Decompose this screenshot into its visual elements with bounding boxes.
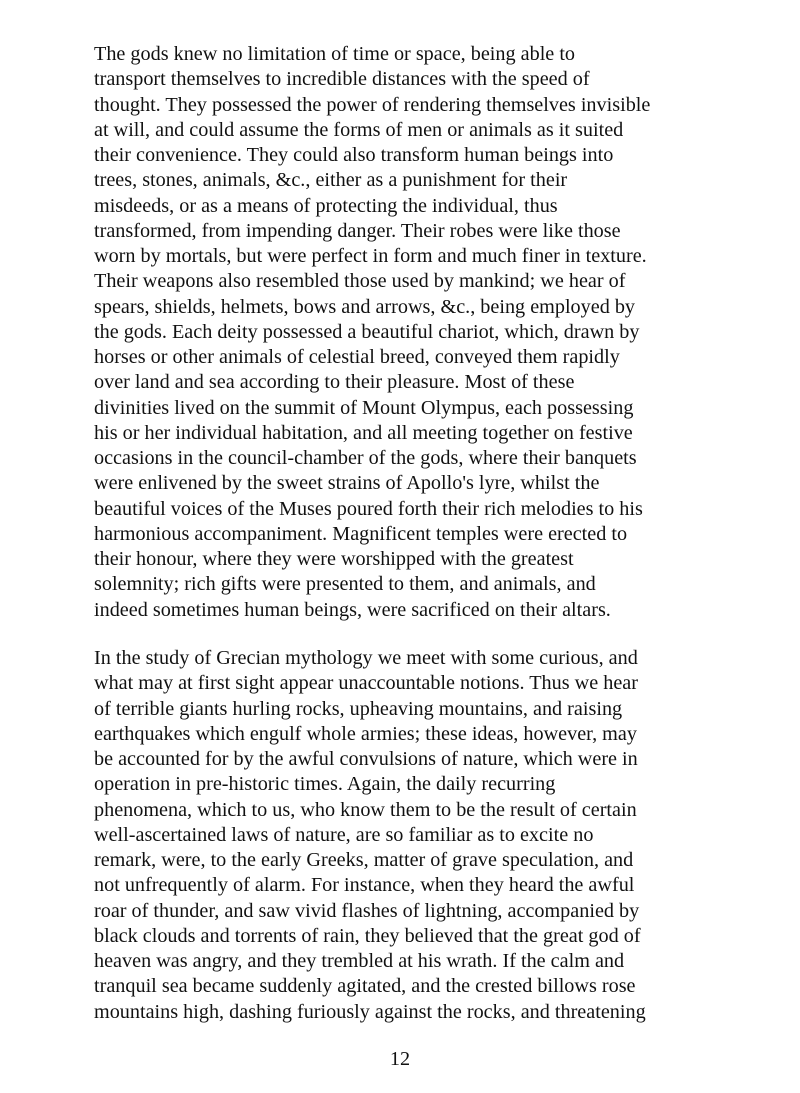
text-line: were enlivened by the sweet strains of Apollo's lyre, whilst the: [94, 472, 600, 495]
text-line: the gods. Each deity possessed a beautiful chariot, which, drawn by: [94, 320, 640, 343]
text-line: roar of thunder, and saw vivid flashes of lightning, accompanied by: [94, 899, 640, 922]
text-line: solemnity; rich gifts were presented to them, and animals, and: [94, 573, 596, 596]
text-line: thought. They possessed the power of rendering themselves invisible: [94, 93, 651, 116]
text-line: trees, stones, animals, &c., either as a punishment for their: [94, 169, 568, 192]
text-line: worn by mortals, but were perfect in form and much finer in texture.: [94, 245, 647, 267]
paragraph: [94, 42, 708, 623]
text-line: of terrible giants hurling rocks, upheaving mountains, and raising: [94, 697, 623, 720]
text-line: his or her individual habitation, and all meeting together on festive: [94, 421, 633, 444]
text-line: what may at first sight appear unaccountable notions. Thus we hear: [94, 672, 638, 695]
text-line: transformed, from impending danger. Their robes were like those: [94, 219, 621, 242]
text-line: over land and sea according to their pleasure. Most of these: [94, 371, 575, 394]
text-line: transport themselves to incredible distances with the speed of: [94, 68, 590, 91]
paragraph: [94, 646, 708, 1025]
text-line: black clouds and torrents of rain, they believed that the great god of: [94, 924, 641, 947]
text-line: indeed sometimes human beings, were sacrificed on their altars.: [94, 598, 611, 621]
text-line: not unfrequently of alarm. For instance, when they heard the awful: [94, 874, 635, 897]
text-line: operation in pre-historic times. Again, the daily recurring: [94, 773, 556, 796]
text-line: spears, shields, helmets, bows and arrows, &c., being employed by: [94, 295, 636, 318]
text-line: tranquil sea became suddenly agitated, and the crested billows rose: [94, 975, 636, 998]
text-line: at will, and could assume the forms of men or animals as it suited: [94, 118, 624, 141]
text-line: occasions in the council-chamber of the gods, where their banquets: [94, 447, 637, 469]
text-line: Their weapons also resembled those used by mankind; we hear of: [94, 270, 626, 293]
text-line: their honour, where they were worshipped with the greatest: [94, 548, 574, 570]
text-line: earthquakes which engulf whole armies; these ideas, however, may: [94, 722, 637, 745]
text-line: be accounted for by the awful convulsions of nature, which were in: [94, 748, 638, 770]
text-line: harmonious accompaniment. Magnificent temples were erected to: [94, 522, 628, 545]
text-line: horses or other animals of celestial breed, conveyed them rapidly: [94, 346, 620, 368]
text-line: divinities lived on the summit of Mount Olympus, each possessing: [94, 396, 634, 419]
text-line: well-ascertained laws of nature, are so familiar as to excite no: [94, 823, 594, 846]
text-line: misdeeds, or as a means of protecting the individual, thus: [94, 194, 558, 217]
text-line: In the study of Grecian mythology we meet with some curious, and: [94, 647, 638, 669]
text-line: their convenience. They could also transform human beings into: [94, 144, 614, 166]
text-line: mountains high, dashing furiously against the rocks, and threatening: [94, 1000, 646, 1023]
text-line: beautiful voices of the Muses poured forth their rich melodies to his: [94, 497, 643, 520]
page-number: 12: [389, 1048, 411, 1070]
text-line: phenomena, which to us, who know them to be the result of certain: [94, 798, 637, 821]
text-line: The gods knew no limitation of time or space, being able to: [94, 43, 576, 65]
text-line: remark, were, to the early Greeks, matter of grave speculation, and: [94, 849, 634, 871]
text-line: heaven was angry, and they trembled at his wrath. If the calm and: [94, 950, 625, 972]
